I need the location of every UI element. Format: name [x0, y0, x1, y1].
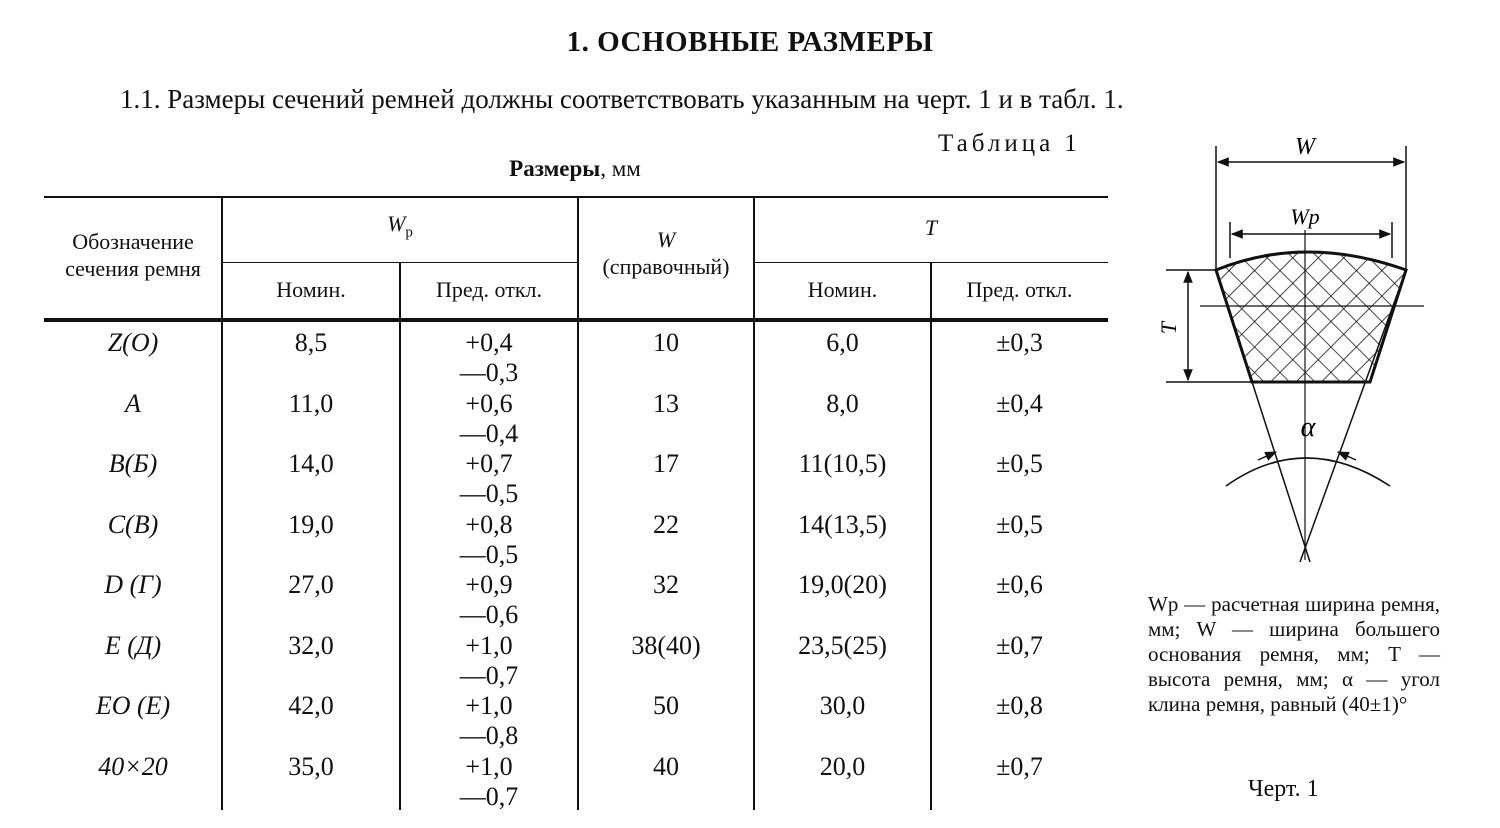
table-row [44, 449, 1108, 509]
tolerance-minus: —0,8 [459, 721, 519, 750]
label-t: T [1156, 321, 1181, 335]
tolerance-minus: —0,4 [459, 418, 519, 448]
cell-w [578, 570, 754, 600]
cell-t-tol [931, 631, 1108, 661]
tolerance-plus: +0,4 [465, 328, 513, 357]
tolerance-plus: +1,0 [465, 691, 513, 720]
header-t-tolerance: Пред. откл. [966, 277, 1073, 302]
cell-w [578, 752, 754, 782]
tolerance-plus: +0,6 [465, 388, 513, 418]
t-nom-value: 6,0 [826, 328, 859, 357]
header-t [754, 214, 1108, 241]
wp-nom-value: 32,0 [288, 630, 334, 660]
cell-t-tol [931, 570, 1108, 600]
figure-legend: Wр — расчетная ширина ремня, мм; W — ширина большего основания ремня, мм; T — высота ремня, мм; α — угол клина ремня, равный (40±1)° [1148, 592, 1440, 716]
cell-t-nom [754, 389, 931, 419]
tolerance-plus: +1,0 [465, 630, 513, 660]
table-row [44, 691, 1108, 751]
header-t-symbol: T [924, 215, 938, 240]
cell-t-nom [754, 510, 931, 540]
designation-value: EO (E) [95, 691, 171, 720]
t-tol-value: ±0,4 [996, 388, 1043, 418]
cell-designation [44, 449, 222, 479]
t-tol-value: ±0,7 [996, 630, 1043, 660]
t-tol-value: ±0,7 [996, 751, 1043, 781]
caption-units: , мм [600, 156, 641, 181]
cell-wp-tolerance [400, 389, 578, 449]
figure-caption: Черт. 1 [1248, 776, 1319, 802]
tolerance-minus: —0,5 [459, 479, 519, 508]
section-title: 1. ОСНОВНЫЕ РАЗМЕРЫ [566, 26, 934, 58]
wp-nom-value: 35,0 [288, 751, 334, 781]
t-nom-value: 23,5(25) [798, 630, 887, 660]
t-nom-value: 30,0 [819, 691, 866, 720]
table-top-rule [44, 196, 1108, 198]
label-alpha: α [1300, 412, 1316, 443]
header-w [578, 226, 754, 280]
cell-t-nom [754, 752, 931, 782]
cell-designation [44, 510, 222, 540]
designation-value: 40×20 [98, 751, 168, 781]
cell-w [578, 691, 754, 721]
tolerance-plus: +0,8 [465, 509, 513, 539]
cell-designation [44, 631, 222, 661]
table-caption [40, 156, 1110, 182]
tolerance-minus: —0,6 [459, 600, 519, 629]
wp-nom-value: 19,0 [288, 509, 334, 539]
cell-wp-tolerance [400, 752, 578, 812]
belt-section-drawing [1140, 130, 1470, 580]
cell-t-nom [754, 449, 931, 479]
t-tol-value: ±0,6 [996, 570, 1043, 599]
intro-paragraph: 1.1. Размеры сечений ремней должны соответствовать указанным на черт. 1 и в табл. 1. [120, 84, 1124, 114]
cell-wp-tolerance [400, 449, 578, 509]
cell-designation [44, 570, 222, 600]
w-value: 50 [653, 691, 679, 720]
wp-nom-value: 27,0 [288, 570, 334, 599]
header-wp-symbol: W [387, 211, 406, 236]
header-designation-line1: Обозначение [72, 229, 194, 254]
cell-wp-nom [222, 449, 400, 479]
cell-wp-nom [222, 328, 400, 358]
tolerance-plus: +0,9 [465, 570, 513, 599]
cell-t-tol [931, 691, 1108, 721]
header-designation [44, 228, 222, 282]
cell-wp-tolerance [400, 570, 578, 630]
header-w-note: (справочный) [602, 254, 730, 279]
cell-t-tol [931, 328, 1108, 358]
header-wp-sub: р [405, 224, 413, 241]
cell-t-nom [754, 570, 931, 600]
cell-t-nom [754, 328, 931, 358]
t-nom-value: 20,0 [819, 751, 866, 781]
cell-t-nom [754, 691, 931, 721]
w-value: 13 [653, 388, 679, 418]
w-value: 38(40) [631, 630, 701, 660]
tolerance-plus: +0,7 [465, 449, 513, 478]
cell-designation [44, 691, 222, 721]
cell-designation [44, 752, 222, 782]
w-value: 10 [653, 328, 679, 357]
cell-wp-nom [222, 570, 400, 600]
cell-wp-tolerance [400, 328, 578, 388]
cell-wp-nom [222, 510, 400, 540]
header-designation-line2: сечения ремня [65, 256, 201, 281]
w-value: 17 [653, 449, 679, 478]
cell-wp-nom [222, 631, 400, 661]
w-value: 32 [653, 570, 679, 599]
cell-designation [44, 328, 222, 358]
tolerance-minus: —0,7 [459, 660, 519, 690]
cell-wp-nom [222, 752, 400, 782]
t-tol-value: ±0,5 [996, 449, 1043, 478]
table-row [44, 510, 1108, 570]
tolerance-minus: —0,3 [459, 358, 519, 387]
header-wp-tolerance: Пред. откл. [435, 277, 543, 302]
caption-bold: Размеры [509, 156, 601, 181]
w-value: 40 [653, 751, 679, 781]
header-wp [222, 210, 578, 246]
cell-w [578, 510, 754, 540]
designation-value: A [125, 388, 141, 418]
tolerance-minus: —0,5 [459, 539, 519, 569]
cell-designation [44, 389, 222, 419]
cell-w [578, 449, 754, 479]
designation-value: D (Г) [104, 570, 162, 599]
table-row [44, 570, 1108, 630]
table-row [44, 631, 1108, 691]
table-row [44, 328, 1108, 388]
wp-nom-value: 42,0 [288, 691, 334, 720]
designation-value: B(Б) [108, 449, 158, 478]
cell-t-tol [931, 449, 1108, 479]
cell-wp-tolerance [400, 691, 578, 751]
header-bottom-rule [44, 318, 1108, 322]
t-tol-value: ±0,8 [996, 691, 1043, 720]
tolerance-minus: —0,7 [459, 781, 519, 811]
cell-w [578, 389, 754, 419]
designation-value: C(B) [107, 509, 159, 539]
cell-t-tol [931, 389, 1108, 419]
header-t-nominal: Номин. [807, 277, 878, 302]
designation-value: E (Д) [104, 630, 162, 660]
cell-w [578, 631, 754, 661]
w-value: 22 [653, 509, 679, 539]
cell-wp-tolerance [400, 631, 578, 691]
label-w: W [1295, 134, 1315, 160]
sizes-table [44, 196, 1108, 816]
wp-nom-value: 11,0 [288, 388, 334, 418]
t-nom-value: 14(13,5) [798, 509, 887, 539]
belt-section-shape [1216, 252, 1406, 382]
t-tol-value: ±0,3 [996, 328, 1043, 357]
t-tol-value: ±0,5 [996, 509, 1043, 539]
table-label: Таблица 1 [938, 130, 1081, 157]
cell-w [578, 328, 754, 358]
designation-value: Z(O) [107, 328, 159, 357]
table-row [44, 389, 1108, 449]
cell-t-nom [754, 631, 931, 661]
t-nom-value: 11(10,5) [798, 449, 887, 478]
cell-wp-tolerance [400, 510, 578, 570]
tolerance-plus: +1,0 [465, 751, 513, 781]
label-wp: Wp [1290, 204, 1320, 229]
wp-nom-value: 8,5 [294, 328, 328, 357]
table-row [44, 752, 1108, 812]
cell-wp-nom [222, 691, 400, 721]
header-w-symbol: W [656, 227, 676, 252]
t-nom-value: 8,0 [826, 388, 859, 418]
cell-t-tol [931, 752, 1108, 782]
wp-nom-value: 14,0 [288, 449, 334, 478]
header-wp-nominal: Номин. [276, 277, 346, 302]
cell-wp-nom [222, 389, 400, 419]
cell-t-tol [931, 510, 1108, 540]
t-nom-value: 19,0(20) [798, 570, 887, 599]
